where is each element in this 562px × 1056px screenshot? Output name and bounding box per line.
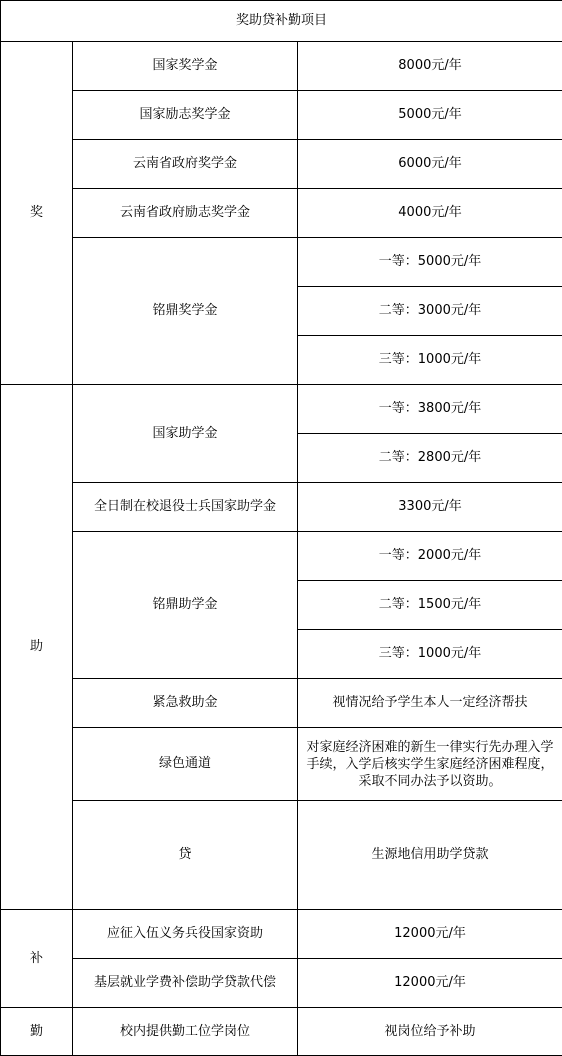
item-level: 三等：1000元/年 bbox=[298, 336, 562, 385]
table-row bbox=[1, 532, 562, 581]
table-row bbox=[1, 42, 562, 91]
item-name: 应征入伍义务兵役国家资助 bbox=[73, 910, 298, 959]
item-name: 全日制在校退役士兵国家助学金 bbox=[73, 483, 298, 532]
table-row bbox=[1, 801, 562, 910]
item-name: 国家奖学金 bbox=[73, 42, 298, 91]
item-name: 国家助学金 bbox=[73, 385, 298, 483]
item-name: 国家励志奖学金 bbox=[73, 91, 298, 140]
item-amount: 6000元/年 bbox=[298, 140, 562, 189]
item-name: 铭鼎奖学金 bbox=[73, 238, 298, 385]
item-name: 铭鼎助学金 bbox=[73, 532, 298, 679]
title-row bbox=[1, 1, 562, 42]
item-amount: 5000元/年 bbox=[298, 91, 562, 140]
item-amount: 视情况给予学生本人一定经济帮扶 bbox=[298, 679, 562, 728]
item-amount: 8000元/年 bbox=[298, 42, 562, 91]
item-level: 一等：5000元/年 bbox=[298, 238, 562, 287]
item-name: 云南省政府奖学金 bbox=[73, 140, 298, 189]
item-level: 一等：3800元/年 bbox=[298, 385, 562, 434]
item-level: 二等：3000元/年 bbox=[298, 287, 562, 336]
table-row bbox=[1, 385, 562, 434]
item-level: 二等：2800元/年 bbox=[298, 434, 562, 483]
table-row bbox=[1, 140, 562, 189]
table-row bbox=[1, 483, 562, 532]
table-row bbox=[1, 728, 562, 801]
item-name: 基层就业学费补偿助学贷款代偿 bbox=[73, 959, 298, 1008]
table-row bbox=[1, 910, 562, 959]
category-qin: 勤 bbox=[1, 1008, 73, 1056]
table-row bbox=[1, 238, 562, 287]
item-level: 三等：1000元/年 bbox=[298, 630, 562, 679]
item-name: 紧急救助金 bbox=[73, 679, 298, 728]
item-amount: 视岗位给予补助 bbox=[298, 1008, 562, 1056]
table-title: 奖助贷补勤项目 bbox=[1, 1, 562, 42]
item-amount: 3300元/年 bbox=[298, 483, 562, 532]
item-amount: 12000元/年 bbox=[298, 959, 562, 1008]
item-amount: 12000元/年 bbox=[298, 910, 562, 959]
category-bu: 补 bbox=[1, 910, 73, 1008]
item-name: 校内提供勤工位学岗位 bbox=[73, 1008, 298, 1056]
category-zhu: 助 bbox=[1, 385, 73, 910]
table-row bbox=[1, 679, 562, 728]
item-name: 云南省政府励志奖学金 bbox=[73, 189, 298, 238]
table-row bbox=[1, 1008, 562, 1056]
item-name: 绿色通道 bbox=[73, 728, 298, 801]
category-dai: 贷 bbox=[73, 801, 298, 910]
category-jiang: 奖 bbox=[1, 42, 73, 385]
item-level: 二等：1500元/年 bbox=[298, 581, 562, 630]
item-amount: 对家庭经济困难的新生一律实行先办理入学手续，入学后核实学生家庭经济困难程度，采取不同办法予以资助。 bbox=[298, 728, 562, 801]
item-level: 一等：2000元/年 bbox=[298, 532, 562, 581]
item-amount: 4000元/年 bbox=[298, 189, 562, 238]
item-name: 生源地信用助学贷款 bbox=[298, 801, 562, 910]
table-row bbox=[1, 189, 562, 238]
table-row bbox=[1, 959, 562, 1008]
table-row bbox=[1, 91, 562, 140]
